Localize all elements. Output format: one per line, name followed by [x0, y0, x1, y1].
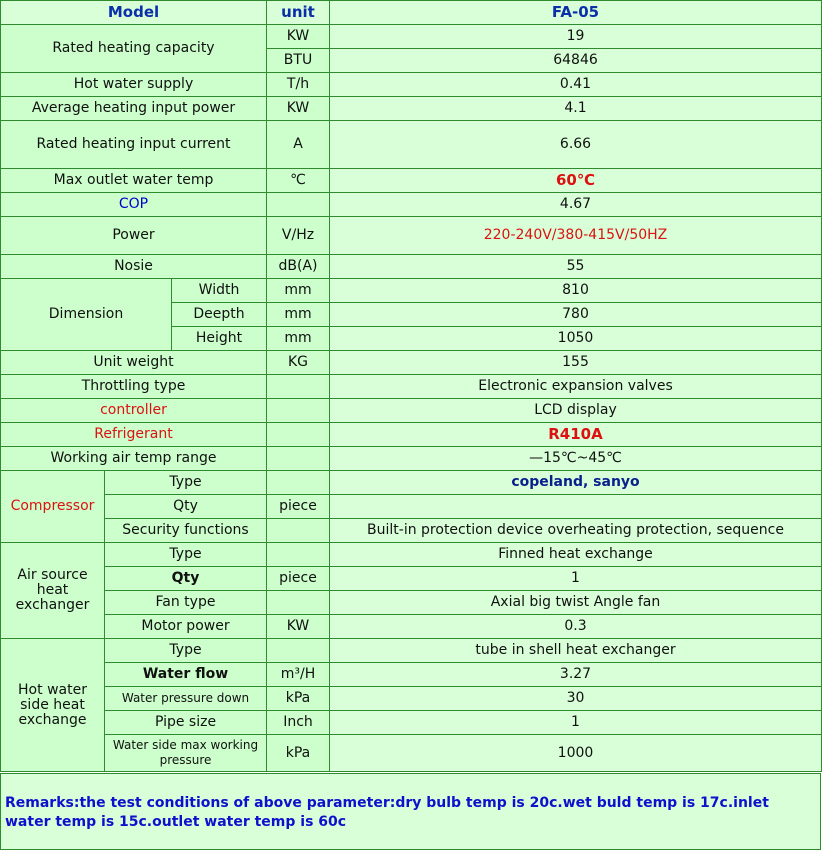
row-unit: BTU	[267, 49, 330, 73]
row-label: Pipe size	[105, 711, 267, 735]
table-row	[1, 567, 822, 591]
table-row	[1, 471, 822, 495]
row-unit	[267, 471, 330, 495]
row-label: Working air temp range	[1, 447, 267, 471]
row-value: 4.1	[330, 97, 822, 121]
row-unit: piece	[267, 495, 330, 519]
row-value: tube in shell heat exchanger	[330, 639, 822, 663]
row-value	[330, 495, 822, 519]
row-value: 1	[330, 567, 822, 591]
table-row	[1, 423, 822, 447]
row-value: R410A	[330, 423, 822, 447]
row-unit: mm	[267, 303, 330, 327]
row-unit	[267, 193, 330, 217]
row-unit: KW	[267, 25, 330, 49]
row-label: Water side max working pressure	[105, 735, 267, 772]
row-label: Average heating input power	[1, 97, 267, 121]
row-label: Max outlet water temp	[1, 169, 267, 193]
row-label: Rated heating input current	[1, 121, 267, 169]
table-row	[1, 495, 822, 519]
group-label: Hot water side heat exchange	[1, 639, 105, 772]
group-label: Air source heat exchanger	[1, 543, 105, 639]
row-value: 4.67	[330, 193, 822, 217]
row-unit: KW	[267, 615, 330, 639]
row-value: Axial big twist Angle fan	[330, 591, 822, 615]
row-value: 60℃	[330, 169, 822, 193]
table-row	[1, 711, 822, 735]
row-label: Nosie	[1, 255, 267, 279]
remarks-box	[0, 773, 821, 850]
row-label: Type	[105, 543, 267, 567]
row-label: Type	[105, 639, 267, 663]
row-label: Refrigerant	[1, 423, 267, 447]
row-label: Motor power	[105, 615, 267, 639]
row-label: Hot water supply	[1, 73, 267, 97]
row-unit	[267, 639, 330, 663]
row-unit	[267, 399, 330, 423]
row-label: Security functions	[105, 519, 267, 543]
row-value: 780	[330, 303, 822, 327]
table-row	[1, 687, 822, 711]
row-value: 64846	[330, 49, 822, 73]
row-value: Finned heat exchange	[330, 543, 822, 567]
row-label: Water flow	[105, 663, 267, 687]
remarks-text: Remarks:the test conditions of above parameter:dry bulb temp is 20c.wet buld temp is 17c.inlet water temp is 15c.outlet water temp is 60c	[5, 795, 769, 830]
row-label: Type	[105, 471, 267, 495]
row-value: 1050	[330, 327, 822, 351]
row-label: Width	[172, 279, 267, 303]
table-row	[1, 519, 822, 543]
table-row	[1, 25, 822, 49]
row-unit: Inch	[267, 711, 330, 735]
row-unit	[267, 447, 330, 471]
row-value: 6.66	[330, 121, 822, 169]
table-row	[1, 639, 822, 663]
row-value: 810	[330, 279, 822, 303]
table-row	[1, 615, 822, 639]
row-unit	[267, 519, 330, 543]
table-row	[1, 375, 822, 399]
row-unit: KW	[267, 97, 330, 121]
table-row	[1, 735, 822, 772]
row-value: 0.3	[330, 615, 822, 639]
row-unit: V/Hz	[267, 217, 330, 255]
header-model: Model	[1, 1, 267, 25]
row-label: Throttling type	[1, 375, 267, 399]
table-row	[1, 447, 822, 471]
row-value: —15℃~45℃	[330, 447, 822, 471]
row-value: 1	[330, 711, 822, 735]
table-row	[1, 217, 822, 255]
row-unit	[267, 423, 330, 447]
row-label: Unit weight	[1, 351, 267, 375]
row-label: Qty	[105, 567, 267, 591]
row-value: 55	[330, 255, 822, 279]
row-unit: mm	[267, 327, 330, 351]
row-label: Rated heating capacity	[1, 25, 267, 73]
table-row	[1, 255, 822, 279]
row-unit: A	[267, 121, 330, 169]
row-unit	[267, 543, 330, 567]
row-label: COP	[1, 193, 267, 217]
row-value: 1000	[330, 735, 822, 772]
table-row	[1, 399, 822, 423]
table-row	[1, 73, 822, 97]
table-row	[1, 591, 822, 615]
row-value: 155	[330, 351, 822, 375]
table-row	[1, 279, 822, 303]
row-unit: kPa	[267, 735, 330, 772]
row-unit	[267, 375, 330, 399]
table-row	[1, 193, 822, 217]
row-value: 19	[330, 25, 822, 49]
row-unit: dB(A)	[267, 255, 330, 279]
row-unit: T/h	[267, 73, 330, 97]
header-row	[1, 1, 822, 25]
row-label: Height	[172, 327, 267, 351]
table-row	[1, 351, 822, 375]
row-unit: ℃	[267, 169, 330, 193]
row-value: 30	[330, 687, 822, 711]
row-label: Deepth	[172, 303, 267, 327]
row-unit: KG	[267, 351, 330, 375]
row-unit: m³/H	[267, 663, 330, 687]
group-label: Compressor	[1, 471, 105, 543]
row-label: Water pressure down	[105, 687, 267, 711]
table-row	[1, 97, 822, 121]
row-unit	[267, 591, 330, 615]
header-unit: unit	[267, 1, 330, 25]
group-label: Dimension	[1, 279, 172, 351]
header-model-value: FA-05	[330, 1, 822, 25]
row-label: Power	[1, 217, 267, 255]
row-label: Fan type	[105, 591, 267, 615]
row-value: LCD display	[330, 399, 822, 423]
row-value: Electronic expansion valves	[330, 375, 822, 399]
row-value: 3.27	[330, 663, 822, 687]
row-value: Built-in protection device overheating protection, sequence	[330, 519, 822, 543]
table-row	[1, 169, 822, 193]
row-unit: kPa	[267, 687, 330, 711]
row-unit: mm	[267, 279, 330, 303]
row-value: copeland, sanyo	[330, 471, 822, 495]
row-unit: piece	[267, 567, 330, 591]
table-row	[1, 121, 822, 169]
row-label: Qty	[105, 495, 267, 519]
row-label: controller	[1, 399, 267, 423]
table-row	[1, 663, 822, 687]
row-value: 220-240V/380-415V/50HZ	[330, 217, 822, 255]
row-value: 0.41	[330, 73, 822, 97]
table-row	[1, 543, 822, 567]
